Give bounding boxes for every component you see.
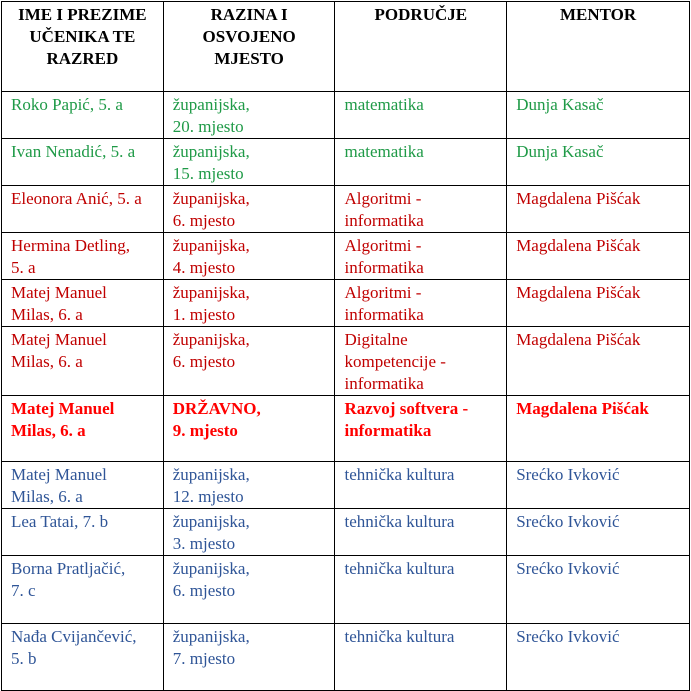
cell-level: županijska, 7. mjesto [163, 624, 335, 691]
cell-area: tehnička kultura [335, 556, 507, 624]
cell-name: Lea Tatai, 7. b [2, 509, 164, 556]
cell-mentor: Magdalena Pišćak [507, 280, 690, 327]
cell-name: Borna Pratljačić, 7. c [2, 556, 164, 624]
cell-name: Hermina Detling, 5. a [2, 233, 164, 280]
header-name: IME I PREZIME UČENIKA TE RAZRED [2, 2, 164, 92]
cell-level: županijska, 4. mjesto [163, 233, 335, 280]
cell-area: matematika [335, 92, 507, 139]
cell-level: županijska, 1. mjesto [163, 280, 335, 327]
cell-name: Matej Manuel Milas, 6. a [2, 462, 164, 509]
table-row [2, 233, 690, 280]
header-area: PODRUČJE [335, 2, 507, 92]
table-row [2, 92, 690, 139]
cell-name: Roko Papić, 5. a [2, 92, 164, 139]
cell-area: Algoritmi - informatika [335, 233, 507, 280]
cell-mentor: Magdalena Pišćak [507, 327, 690, 396]
cell-level: županijska, 6. mjesto [163, 327, 335, 396]
cell-area: Algoritmi - informatika [335, 186, 507, 233]
cell-name: Matej Manuel Milas, 6. a [2, 280, 164, 327]
table-row [2, 186, 690, 233]
cell-area: Razvoj softvera - informatika [335, 396, 507, 462]
cell-mentor: Dunja Kasač [507, 92, 690, 139]
table-row [2, 462, 690, 509]
cell-area: Algoritmi - informatika [335, 280, 507, 327]
cell-level: županijska, 15. mjesto [163, 139, 335, 186]
results-table [1, 1, 690, 691]
cell-area: tehnička kultura [335, 462, 507, 509]
cell-area: Digitalne kompetencije - informatika [335, 327, 507, 396]
table-row [2, 556, 690, 624]
cell-mentor: Srećko Ivković [507, 509, 690, 556]
cell-level: županijska, 20. mjesto [163, 92, 335, 139]
cell-level: županijska, 6. mjesto [163, 556, 335, 624]
cell-mentor: Srećko Ivković [507, 624, 690, 691]
cell-mentor: Magdalena Pišćak [507, 186, 690, 233]
cell-area: tehnička kultura [335, 624, 507, 691]
cell-mentor: Magdalena Pišćak [507, 396, 690, 462]
cell-mentor: Srećko Ivković [507, 462, 690, 509]
cell-mentor: Srećko Ivković [507, 556, 690, 624]
header-level: RAZINA I OSVOJENO MJESTO [163, 2, 335, 92]
cell-level: županijska, 3. mjesto [163, 509, 335, 556]
cell-name: Matej Manuel Milas, 6. a [2, 327, 164, 396]
cell-area: matematika [335, 139, 507, 186]
table-row [2, 327, 690, 396]
table-row [2, 509, 690, 556]
table-row [2, 396, 690, 462]
cell-name: Nađa Cvijančević, 5. b [2, 624, 164, 691]
table-row [2, 139, 690, 186]
cell-level: županijska, 12. mjesto [163, 462, 335, 509]
header-mentor: MENTOR [507, 2, 690, 92]
cell-name: Matej Manuel Milas, 6. a [2, 396, 164, 462]
table-row [2, 280, 690, 327]
cell-level: DRŽAVNO, 9. mjesto [163, 396, 335, 462]
cell-area: tehnička kultura [335, 509, 507, 556]
header-row [2, 2, 690, 92]
cell-mentor: Dunja Kasač [507, 139, 690, 186]
cell-mentor: Magdalena Pišćak [507, 233, 690, 280]
cell-name: Ivan Nenadić, 5. a [2, 139, 164, 186]
cell-level: županijska, 6. mjesto [163, 186, 335, 233]
cell-name: Eleonora Anić, 5. a [2, 186, 164, 233]
table-row [2, 624, 690, 691]
